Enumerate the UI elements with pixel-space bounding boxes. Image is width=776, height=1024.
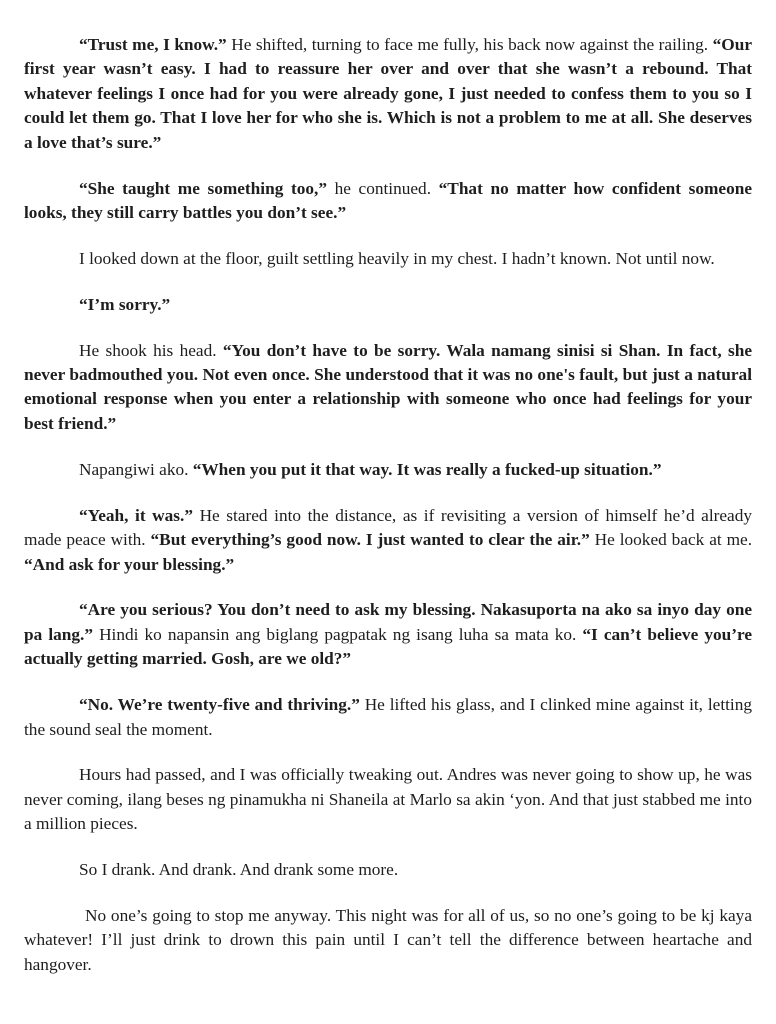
paragraph-9 bbox=[24, 693, 752, 742]
paragraph-11 bbox=[24, 858, 752, 882]
narration-text: He stared into the distance, as if revisiting a version of himself he’d already made peace with. bbox=[24, 505, 753, 550]
dialogue-text: “Our first year wasn’t easy. I had to reassure her over and over that she wasn’t a rebound. That whatever feelings I once had for you were already gone, I just needed to confess them to you so I could let them go. That I love her for who she is. Which is not a problem to me at all. She deserves a love that’s sure.” bbox=[24, 35, 752, 152]
paragraph-6 bbox=[24, 458, 752, 482]
narration-text: Hours had passed, and I was officially tweaking out. Andres was never going to show up, he was never coming, ilang beses ng pinamukha ni Shaneila at Marlo sa akin ‘yon. And that just stabbed me into a million pieces. bbox=[24, 765, 752, 834]
paragraph-8 bbox=[24, 598, 752, 671]
narration-text: Hindi ko napansin ang biglang pagpatak ng isang luha sa mata ko. bbox=[93, 624, 583, 644]
dialogue-text: “You don’t have to be sorry. Wala namang sinisi si Shan. In fact, she never badmouthed you. Not even once. She understood that it was no one's fault, but just a natural emotional response when you enter a relationship with someone who once had feelings for your best friend.” bbox=[24, 340, 752, 433]
paragraph-1 bbox=[24, 33, 752, 155]
narration-text: He shook his head. bbox=[79, 340, 223, 360]
paragraph-3 bbox=[24, 247, 752, 271]
narration-text: Napangiwi ako. bbox=[79, 459, 193, 479]
paragraph-2 bbox=[24, 177, 752, 226]
paragraph-7 bbox=[24, 504, 752, 577]
narration-text: So I drank. And drank. And drank some more. bbox=[79, 860, 399, 880]
narration-text: he continued. bbox=[326, 178, 439, 198]
dialogue-text: “I can’t believe you’re actually getting married. Gosh, are we old?” bbox=[24, 624, 752, 669]
dialogue-text: “That no matter how confident someone looks, they still carry battles you don’t see.” bbox=[24, 178, 753, 222]
narration-text: No one’s going to stop me anyway. This night was for all of us, so no one’s going to be kj kaya whatever! I’ll just drink to drown this pain until I can’t tell the difference between heartache and hangover. bbox=[24, 906, 752, 974]
dialogue-text: “When you put it that way. It was really a fucked-up situation.” bbox=[192, 459, 662, 479]
dialogue-text: “No. We’re twenty-five and thriving.” bbox=[79, 695, 360, 715]
dialogue-text: “Are you serious? You don’t need to ask my blessing. Nakasuporta na ako sa inyo day one pa lang.” bbox=[24, 600, 752, 644]
paragraph-5 bbox=[24, 339, 752, 437]
paragraph-10 bbox=[24, 763, 752, 836]
dialogue-text: “Yeah, it was.” bbox=[79, 505, 193, 525]
dialogue-text: “I’m sorry.” bbox=[79, 294, 171, 314]
paragraph-12 bbox=[24, 904, 752, 977]
dialogue-text: “And ask for your blessing.” bbox=[24, 554, 235, 574]
dialogue-text: “But everything’s good now. I just wanted to clear the air.” bbox=[150, 530, 590, 550]
dialogue-text: “Trust me, I know.” bbox=[79, 35, 227, 54]
narration-text: He looked back at me. bbox=[589, 530, 753, 550]
dialogue-text: “She taught me something too,” bbox=[79, 178, 327, 198]
narration-text: I looked down at the floor, guilt settling heavily in my chest. I hadn’t known. Not until now. bbox=[79, 248, 715, 268]
narration-text: He shifted, turning to face me fully, his back now against the railing. bbox=[226, 35, 713, 54]
paragraph-4 bbox=[24, 293, 752, 317]
narration-text: He lifted his glass, and I clinked mine against it, letting the sound seal the moment. bbox=[24, 695, 753, 739]
